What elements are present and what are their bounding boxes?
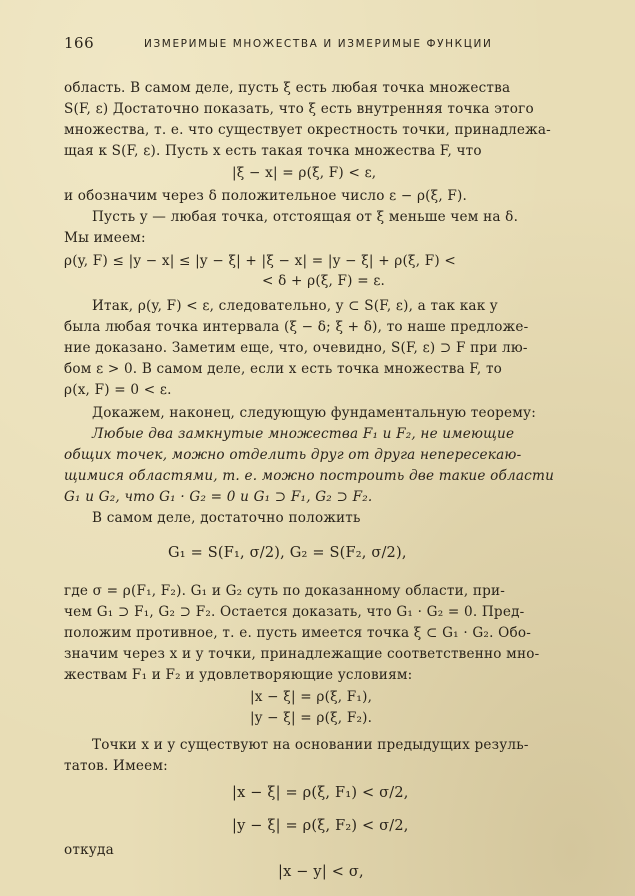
text-line: Итак, ρ(y, F) < ε, следовательно, y ⊂ S(F, ε), а так как y	[92, 298, 498, 314]
text-line: бом ε > 0. В самом деле, если x есть точка множества F, то	[64, 361, 503, 377]
text-line: множества, т. е. что существует окрестность точки, принадлежа-	[64, 122, 551, 138]
text-line: ние доказано. Заметим еще, что, очевидно, S(F, ε) ⊃ F при лю-	[64, 340, 528, 356]
text-line: В самом деле, достаточно положить	[92, 510, 361, 526]
page-number: 166	[64, 34, 95, 52]
formula-line: G₁ = S(F₁, σ/2), G₂ = S(F₂, σ/2),	[168, 545, 407, 561]
text-line: значим через x и y точки, принадлежащие соответственно мно-	[64, 646, 540, 662]
text-line: положим противное, т. е. пусть имеется точка ξ ⊂ G₁ · G₂. Обо-	[64, 625, 532, 641]
formula-line: ρ(y, F) ≤ |y − x| ≤ |y − ξ| + |ξ − x| = |y − ξ| + ρ(ξ, F) <	[64, 253, 456, 269]
text-line: щая к S(F, ε). Пусть x есть такая точка множества F, что	[64, 143, 482, 159]
theorem-line: щимися областями, т. е. можно построить две такие области	[64, 468, 555, 484]
theorem-line: G₁ и G₂, что G₁ · G₂ = 0 и G₁ ⊃ F₁, G₂ ⊃ F₂.	[64, 489, 373, 505]
text-line: Пусть y — любая точка, отстоящая от ξ меньше чем на δ.	[92, 209, 519, 225]
formula-line: |x − y| < σ,	[278, 864, 364, 880]
theorem-line: Любые два замкнутые множества F₁ и F₂, не имеющие	[92, 426, 515, 442]
text-line: откуда	[64, 842, 114, 858]
formula-line: |x − ξ| = ρ(ξ, F₁),	[250, 689, 373, 705]
text-line: Точки x и y существуют на основании предыдущих резуль-	[92, 737, 529, 753]
formula-line: |ξ − x| = ρ(ξ, F) < ε,	[232, 165, 377, 181]
formula-line: |y − ξ| = ρ(ξ, F₂) < σ/2,	[232, 818, 409, 834]
text-line: Мы имеем:	[64, 230, 146, 246]
text-line: Докажем, наконец, следующую фундаментальную теорему:	[92, 405, 536, 421]
text-line: где σ = ρ(F₁, F₂). G₁ и G₂ суть по доказанному области, при-	[64, 583, 506, 599]
text-line: S(F, ε) Достаточно показать, что ξ есть внутренняя точка этого	[64, 101, 534, 117]
text-line: область. В самом деле, пусть ξ есть любая точка множества	[64, 80, 511, 96]
text-line: и обозначим через δ положительное число ε − ρ(ξ, F).	[64, 188, 468, 204]
text-line: жествам F₁ и F₂ и удовлетворяющие условиям:	[64, 667, 413, 683]
text-line: была любая точка интервала (ξ − δ; ξ + δ), то наше предложе-	[64, 319, 529, 335]
text-line: чем G₁ ⊃ F₁, G₂ ⊃ F₂. Остается доказать, что G₁ · G₂ = 0. Пред-	[64, 604, 525, 620]
formula-line: < δ + ρ(ξ, F) = ε.	[262, 273, 386, 289]
formula-line: |y − ξ| = ρ(ξ, F₂).	[250, 710, 373, 726]
running-title: ИЗМЕРИМЫЕ МНОЖЕСТВА И ИЗМЕРИМЫЕ ФУНКЦИИ	[144, 38, 493, 50]
text-line: татов. Имеем:	[64, 758, 168, 774]
text-line: ρ(x, F) = 0 < ε.	[64, 382, 172, 398]
theorem-line: общих точек, можно отделить друг от друга непересекаю-	[64, 447, 522, 463]
formula-line: |x − ξ| = ρ(ξ, F₁) < σ/2,	[232, 785, 409, 801]
